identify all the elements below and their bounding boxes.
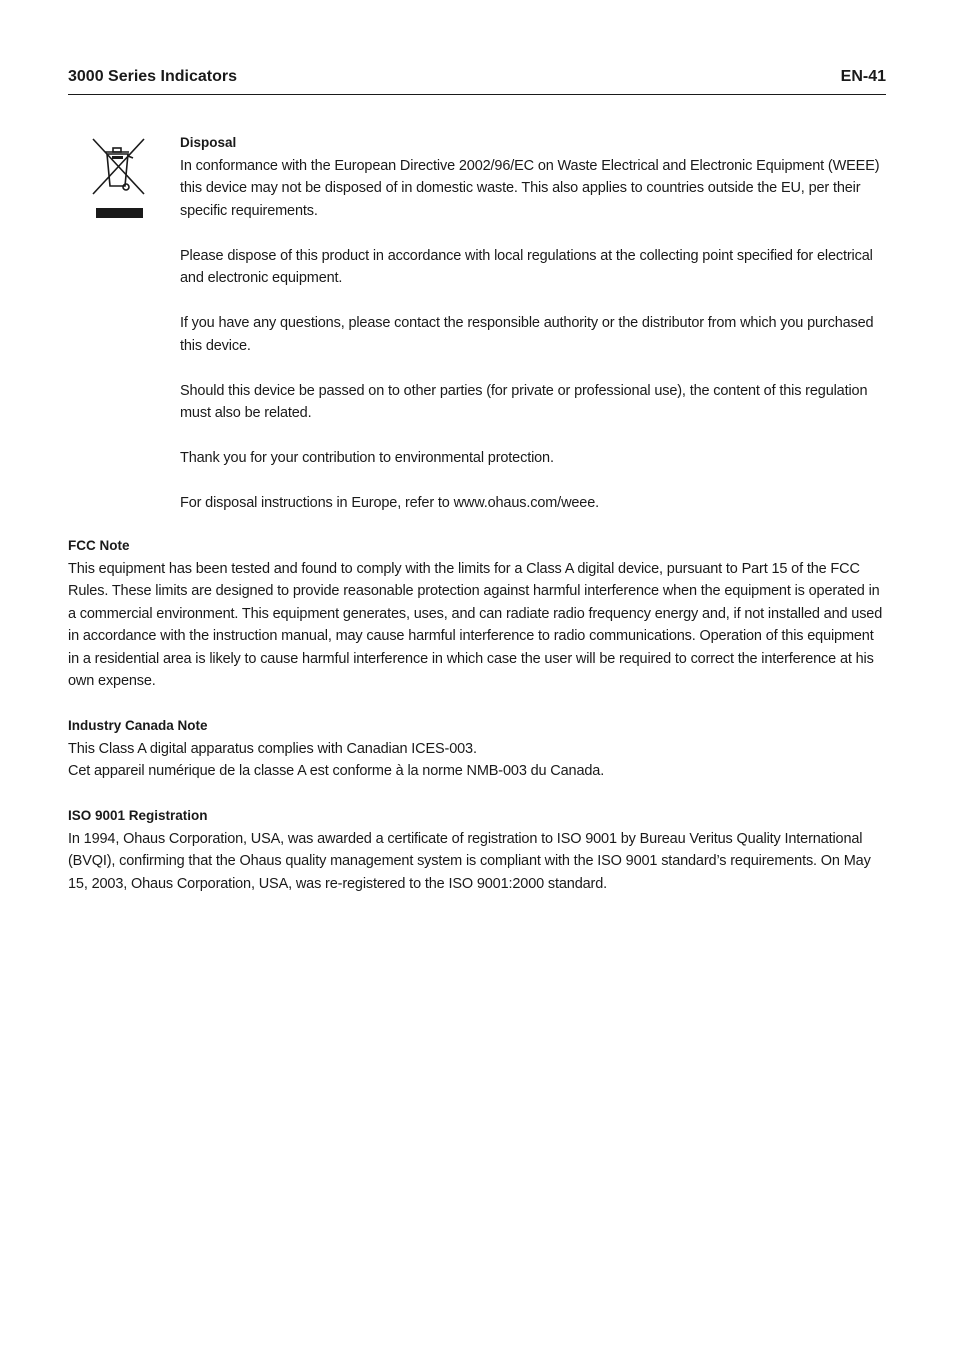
disposal-paragraph: Should this device be passed on to other parties (for private or professional use), the content of this regulation must also be related. xyxy=(180,382,868,421)
page-header xyxy=(68,66,886,95)
document-title: 3000 Series Indicators xyxy=(68,68,237,85)
industry-canada-line: Cet appareil numérique de la classe A est conforme à la norme NMB-003 du Canada. xyxy=(68,763,605,779)
fcc-heading: FCC Note xyxy=(68,538,130,553)
disposal-section xyxy=(180,132,880,515)
page-number: EN-41 xyxy=(840,68,886,85)
iso-heading: ISO 9001 Registration xyxy=(68,808,208,823)
disposal-heading: Disposal xyxy=(180,135,237,150)
disposal-paragraph: For disposal instructions in Europe, refer to www.ohaus.com/weee. xyxy=(180,495,600,511)
disposal-paragraph: Thank you for your contribution to environmental protection. xyxy=(180,450,554,466)
disposal-paragraph: In conformance with the European Directive 2002/96/EC on Waste Electrical and Electronic Equipment (WEEE) this device may not be disposed of in domestic waste. This also applies to countries outside the EU, per their specific requirements. xyxy=(180,157,880,219)
disposal-paragraph: Please dispose of this product in accordance with local regulations at the collecting point specified for electrical and electronic equipment. xyxy=(180,247,873,286)
industry-canada-line: This Class A digital apparatus complies with Canadian ICES-003. xyxy=(68,740,477,757)
iso-text: In 1994, Ohaus Corporation, USA, was awarded a certificate of registration to ISO 9001 by Bureau Veritus Quality International (BVQI), confirming that the Ohaus quality management system is compliant with the ISO 9001 standard’s requirements. On May 15, 2003, Ohaus Corporation, USA, was re-registered to the ISO 9001:2000 standard. xyxy=(68,830,871,892)
crossed-out-wheelie-bin-icon xyxy=(88,136,148,220)
fcc-text: This equipment has been tested and found to comply with the limits for a Class A digital device, pursuant to Part 15 of the FCC Rules. These limits are designed to provide reasonable protection against harmful interference when the equipment is operated in a commercial environment. This equipment generates, uses, and can radiate radio frequency energy and, if not installed and used in accordance with the instruction manual, may cause harmful interference to radio communications. Operation of this equipment in a residential area is likely to cause harmful interference in which case the user will be required to correct the interference at his own expense. xyxy=(68,560,883,689)
disposal-paragraph: If you have any questions, please contact the responsible authority or the distributor from which you purchased this device. xyxy=(180,315,874,354)
compliance-notes xyxy=(68,535,888,895)
industry-canada-heading: Industry Canada Note xyxy=(68,718,208,733)
